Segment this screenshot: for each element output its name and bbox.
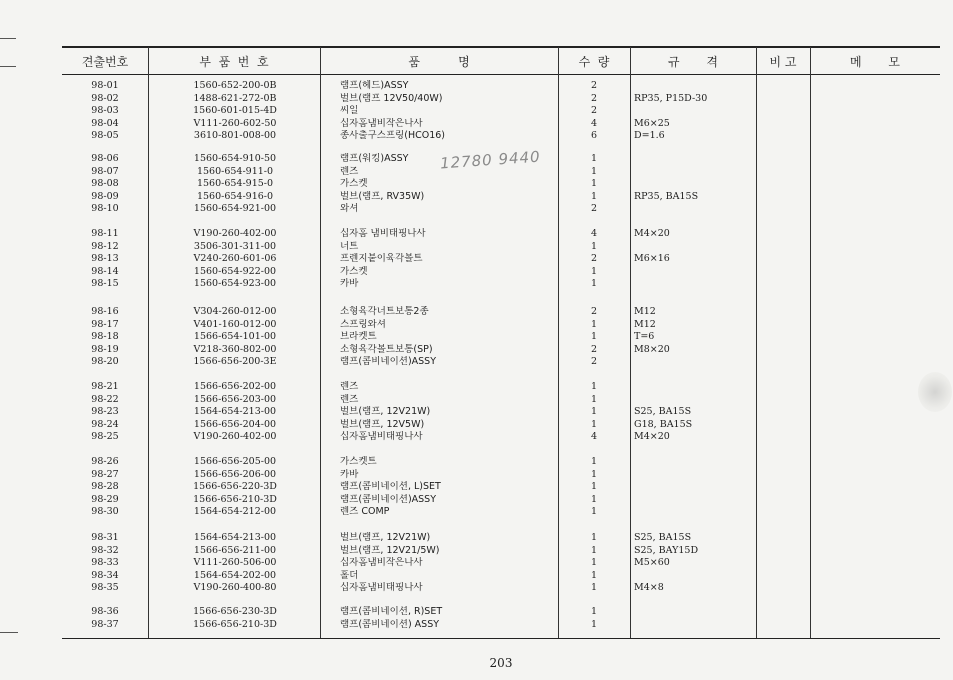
table-row — [0, 203, 953, 215]
part-seq-no: 98-08 — [91, 178, 119, 190]
part-name: 씨일 — [340, 105, 359, 117]
part-quantity: 4 — [590, 431, 598, 443]
part-number: V218-360-802-00 — [193, 343, 277, 355]
part-number: 1566-656-210-3D — [193, 493, 277, 505]
part-seq-no: 98-36 — [91, 606, 119, 617]
part-number: V111-260-602-50 — [193, 117, 277, 129]
part-quantity: 2 — [590, 306, 598, 317]
part-spec — [634, 619, 754, 631]
part-quantity: 1 — [590, 532, 598, 543]
table-row — [0, 319, 953, 331]
part-seq-no: 98-18 — [91, 331, 119, 343]
part-quantity: 1 — [590, 331, 598, 343]
part-spec — [634, 394, 754, 406]
part-number: 1564-654-212-00 — [193, 506, 277, 518]
part-name: 벌브(램프, 12V21W) — [340, 532, 431, 543]
part-quantity: 2 — [590, 105, 598, 117]
part-number: 1566-654-101-00 — [193, 331, 277, 343]
part-quantity: 1 — [590, 165, 598, 177]
part-quantity: 1 — [590, 318, 598, 330]
part-number: V401-160-012-00 — [193, 318, 277, 330]
part-spec — [634, 278, 754, 290]
part-spec: M6×25 — [634, 117, 670, 129]
part-name: 램프(콤비네이션) ASSY — [340, 618, 440, 630]
part-quantity: 1 — [590, 418, 598, 430]
part-quantity: 1 — [590, 506, 598, 518]
part-number: 1564-654-213-00 — [193, 532, 277, 543]
part-quantity: 1 — [590, 178, 598, 190]
part-spec — [634, 356, 754, 368]
part-number: 1560-654-921-00 — [193, 203, 277, 215]
part-name: 렌즈 — [340, 165, 359, 177]
part-number: V304-260-012-00 — [193, 306, 277, 317]
part-spec: T=6 — [634, 331, 655, 343]
part-number: 1560-601-015-4D — [193, 105, 277, 117]
part-spec — [634, 506, 754, 518]
part-quantity: 1 — [590, 557, 598, 569]
table-row — [0, 469, 953, 481]
part-seq-no: 98-20 — [91, 356, 119, 368]
part-number: V111-260-506-00 — [193, 557, 277, 569]
part-spec — [634, 266, 754, 278]
binder-mark-top — [0, 38, 16, 39]
part-quantity: 2 — [590, 356, 598, 368]
binder-mark-bottom — [0, 632, 18, 633]
table-row — [0, 606, 953, 618]
part-seq-no: 98-32 — [91, 544, 119, 556]
part-name: 가스켓 — [340, 178, 368, 190]
table-row — [0, 105, 953, 117]
part-spec — [634, 178, 754, 190]
part-spec — [634, 570, 754, 582]
part-seq-no: 98-31 — [91, 532, 119, 543]
table-row — [0, 306, 953, 318]
part-number: 1566-656-204-00 — [193, 418, 277, 430]
part-number: 3506-301-311-00 — [193, 240, 277, 252]
part-seq-no: 98-03 — [91, 105, 119, 117]
part-quantity: 1 — [590, 153, 598, 164]
part-seq-no: 98-09 — [91, 190, 119, 202]
part-quantity: 1 — [590, 278, 598, 290]
part-quantity: 1 — [590, 481, 598, 493]
part-number: 1566-656-202-00 — [193, 381, 277, 392]
part-name: 카바 — [340, 278, 359, 290]
table-row — [0, 532, 953, 544]
part-seq-no: 98-25 — [91, 431, 119, 443]
part-number: 1560-654-910-50 — [193, 153, 277, 164]
part-seq-no: 98-01 — [91, 80, 119, 91]
page-number: 203 — [489, 656, 513, 670]
table-row — [0, 394, 953, 406]
part-spec: RP35, BA15S — [634, 190, 699, 202]
part-spec — [634, 481, 754, 493]
header-name: 품 명 — [408, 55, 470, 69]
part-spec: S25, BA15S — [634, 406, 692, 418]
part-name: 램프(콤비네이션, R)SET — [340, 606, 443, 617]
part-seq-no: 98-37 — [91, 618, 119, 630]
part-number: 1566-656-205-00 — [193, 456, 277, 467]
table-row — [0, 545, 953, 557]
part-seq-no: 98-23 — [91, 406, 119, 418]
part-quantity: 1 — [590, 606, 598, 617]
part-number: 1560-654-916-0 — [196, 190, 274, 202]
part-spec — [634, 606, 754, 618]
part-name: 벌브(램프, RV35W) — [340, 190, 425, 202]
part-quantity: 1 — [590, 190, 598, 202]
part-number: 1560-654-911-0 — [196, 165, 274, 177]
part-spec — [634, 241, 754, 253]
part-number: 1566-656-206-00 — [193, 468, 277, 480]
part-name: 너트 — [340, 240, 359, 252]
part-seq-no: 98-02 — [91, 92, 119, 104]
part-number: 1564-654-213-00 — [193, 406, 277, 418]
table-row — [0, 93, 953, 105]
part-spec — [634, 105, 754, 117]
part-quantity: 1 — [590, 265, 598, 277]
part-name: 벌브(램프, 12V21/5W) — [340, 544, 440, 556]
part-quantity: 2 — [590, 80, 598, 91]
part-name: 십자홈냄비태핑나사 — [340, 582, 423, 594]
header-no: 견출번호 — [81, 55, 129, 69]
part-quantity: 1 — [590, 569, 598, 581]
part-number: V190-260-400-80 — [193, 582, 277, 594]
part-quantity: 4 — [590, 117, 598, 129]
part-name: 렌즈 — [340, 393, 359, 405]
part-seq-no: 98-07 — [91, 165, 119, 177]
part-spec — [634, 469, 754, 481]
table-row — [0, 80, 953, 92]
part-seq-no: 98-16 — [91, 306, 119, 317]
part-name: 브라켓트 — [340, 331, 377, 343]
part-seq-no: 98-06 — [91, 153, 119, 164]
part-number: 1488-621-272-0B — [193, 92, 277, 104]
binder-mark-left — [0, 66, 16, 67]
table-row — [0, 241, 953, 253]
part-number: 1560-654-915-0 — [196, 178, 274, 190]
part-number: 1566-656-211-00 — [193, 544, 277, 556]
part-spec — [634, 166, 754, 178]
part-quantity: 1 — [590, 544, 598, 556]
header-memo: 메 모 — [850, 55, 900, 69]
part-seq-no: 98-15 — [91, 278, 119, 290]
header-qty: 수 량 — [578, 55, 610, 69]
part-quantity: 1 — [590, 381, 598, 392]
part-spec: S25, BA15S — [634, 532, 692, 543]
part-name: 벌브(램프, 12V21W) — [340, 406, 431, 418]
part-quantity: 2 — [590, 92, 598, 104]
part-spec: RP35, P15D-30 — [634, 92, 708, 104]
table-row — [0, 278, 953, 290]
part-quantity: 2 — [590, 253, 598, 265]
part-seq-no: 98-21 — [91, 381, 119, 392]
part-spec — [634, 80, 754, 92]
part-name: 십자홈냄비태핑나사 — [340, 431, 423, 443]
part-spec: M4×8 — [634, 582, 664, 594]
part-number: 1560-654-923-00 — [193, 278, 277, 290]
part-name: 십자홈냄비작은나사 — [340, 557, 423, 569]
part-spec: M12 — [634, 306, 656, 317]
part-seq-no: 98-22 — [91, 393, 119, 405]
part-name: 램프(콤비네이션)ASSY — [340, 493, 437, 505]
part-seq-no: 98-35 — [91, 582, 119, 594]
part-quantity: 1 — [590, 468, 598, 480]
handwritten-note: 12780 9440 — [439, 147, 542, 173]
part-seq-no: 98-05 — [91, 130, 119, 142]
header-part-no: 부 품 번 호 — [199, 55, 269, 69]
part-spec — [634, 153, 754, 165]
part-spec — [634, 203, 754, 215]
table-row — [0, 456, 953, 468]
table-row — [0, 481, 953, 493]
part-quantity: 1 — [590, 618, 598, 630]
part-spec: M6×16 — [634, 253, 670, 265]
part-name: 벌브(램프 12V50/40W) — [340, 92, 443, 104]
table-row — [0, 266, 953, 278]
table-row — [0, 406, 953, 418]
part-seq-no: 98-30 — [91, 506, 119, 518]
part-quantity: 4 — [590, 228, 598, 239]
part-spec: G18, BA15S — [634, 418, 693, 430]
part-seq-no: 98-04 — [91, 117, 119, 129]
part-number: 1566-656-200-3E — [193, 356, 277, 368]
part-name: 십자홈 냄비태핑나사 — [340, 228, 426, 239]
part-quantity: 1 — [590, 493, 598, 505]
table-row — [0, 118, 953, 130]
part-quantity: 1 — [590, 240, 598, 252]
table-row — [0, 506, 953, 518]
part-quantity: 6 — [590, 130, 598, 142]
table-row — [0, 570, 953, 582]
table-row — [0, 228, 953, 240]
table-bottom-rule — [62, 638, 940, 639]
table-row — [0, 344, 953, 356]
part-spec: M4×20 — [634, 228, 670, 239]
part-name: 스프링와셔 — [340, 318, 386, 330]
part-number: 1560-652-200-0B — [193, 80, 277, 91]
part-number: 1560-654-922-00 — [193, 265, 277, 277]
part-number: 1566-656-230-3D — [193, 606, 277, 617]
table-row — [0, 130, 953, 142]
part-spec: D=1.6 — [634, 130, 665, 142]
table-row — [0, 356, 953, 368]
part-quantity: 2 — [590, 203, 598, 215]
table-row — [0, 431, 953, 443]
header-note: 비 고 — [769, 55, 797, 69]
part-spec — [634, 456, 754, 468]
table-row — [0, 619, 953, 631]
table-row — [0, 419, 953, 431]
part-number: V240-260-601-06 — [193, 253, 277, 265]
part-seq-no: 98-13 — [91, 253, 119, 265]
header-spec: 규 격 — [668, 55, 718, 69]
part-name: 종사출구스프링(HCO16) — [340, 130, 445, 142]
part-name: 가스켓트 — [340, 456, 377, 467]
table-row — [0, 381, 953, 393]
part-number: 1566-656-210-3D — [193, 618, 277, 630]
table-row — [0, 178, 953, 190]
part-quantity: 1 — [590, 456, 598, 467]
part-name: 렌즈 — [340, 381, 359, 392]
part-spec — [634, 381, 754, 393]
paper-smudge — [918, 372, 952, 412]
table-top-rule — [62, 46, 940, 48]
table-row — [0, 331, 953, 343]
part-seq-no: 98-12 — [91, 240, 119, 252]
part-seq-no: 98-28 — [91, 481, 119, 493]
part-seq-no: 98-33 — [91, 557, 119, 569]
part-seq-no: 98-17 — [91, 318, 119, 330]
part-seq-no: 98-29 — [91, 493, 119, 505]
part-name: 램프(헤드)ASSY — [340, 80, 409, 91]
part-spec: M12 — [634, 318, 656, 330]
part-name: 벌브(램프, 12V5W) — [340, 418, 425, 430]
part-spec: M8×20 — [634, 343, 670, 355]
part-quantity: 2 — [590, 343, 598, 355]
part-seq-no: 98-10 — [91, 203, 119, 215]
part-name: 가스켓 — [340, 265, 368, 277]
part-seq-no: 98-19 — [91, 343, 119, 355]
part-name: 소형육각너트보통2종 — [340, 306, 429, 317]
table-row — [0, 253, 953, 265]
part-name: 램프(콤비네이션, L)SET — [340, 481, 441, 493]
part-name: 프렌지붙이육각볼트 — [340, 253, 423, 265]
part-name: 램프(워킹)ASSY — [340, 153, 409, 164]
table-row — [0, 191, 953, 203]
part-seq-no: 98-34 — [91, 569, 119, 581]
table-row — [0, 582, 953, 594]
table-row — [0, 557, 953, 569]
part-seq-no: 98-24 — [91, 418, 119, 430]
part-name: 렌즈 COMP — [340, 506, 390, 518]
part-spec: M4×20 — [634, 431, 670, 443]
part-seq-no: 98-27 — [91, 468, 119, 480]
part-number: 1566-656-220-3D — [193, 481, 277, 493]
part-spec: M5×60 — [634, 557, 670, 569]
part-number: 3610-801-008-00 — [193, 130, 277, 142]
part-quantity: 1 — [590, 393, 598, 405]
part-quantity: 1 — [590, 406, 598, 418]
part-quantity: 1 — [590, 582, 598, 594]
part-name: 홀더 — [340, 569, 359, 581]
part-seq-no: 98-14 — [91, 265, 119, 277]
part-seq-no: 98-11 — [91, 228, 119, 239]
part-number: V190-260-402-00 — [193, 431, 277, 443]
part-name: 램프(콤비네이션)ASSY — [340, 356, 437, 368]
part-name: 와셔 — [340, 203, 359, 215]
header-bottom-rule — [62, 74, 940, 75]
table-row — [0, 494, 953, 506]
part-spec — [634, 494, 754, 506]
part-seq-no: 98-26 — [91, 456, 119, 467]
part-name: 소형육각볼트보통(SP) — [340, 343, 433, 355]
part-name: 십자홈냄비작은나사 — [340, 117, 423, 129]
part-number: 1564-654-202-00 — [193, 569, 277, 581]
part-name: 카바 — [340, 468, 359, 480]
part-number: 1566-656-203-00 — [193, 393, 277, 405]
part-number: V190-260-402-00 — [193, 228, 277, 239]
part-spec: S25, BAY15D — [634, 544, 699, 556]
